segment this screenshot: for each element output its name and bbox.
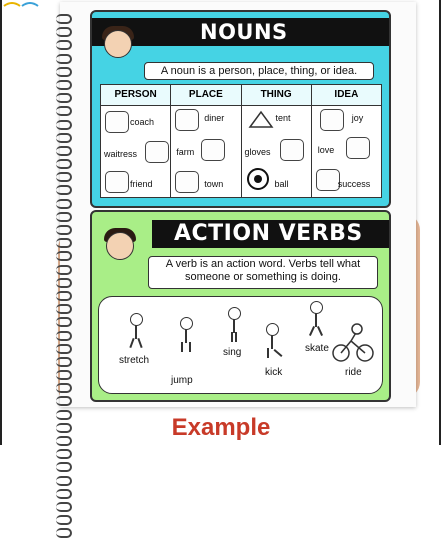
column-heading: PERSON — [101, 85, 170, 106]
nouns-title: NOUNS — [200, 20, 288, 44]
boy-mascot-icon — [102, 226, 142, 270]
verbs-title: ACTION VERBS — [174, 221, 363, 246]
verb-label: skate — [305, 343, 329, 354]
gloves-icon — [280, 139, 304, 161]
love-icon — [346, 137, 370, 159]
diner-icon — [175, 109, 199, 131]
action-verbs-anchor-chart — [90, 210, 391, 402]
tent-icon — [248, 109, 274, 129]
success-icon — [316, 169, 340, 191]
column-thing — [242, 85, 312, 197]
column-person — [101, 85, 171, 197]
town-icon — [175, 171, 199, 193]
left-border-line — [0, 0, 2, 445]
column-heading: THING — [242, 85, 311, 106]
verb-definition-line: A verb is an action word. Verbs tell what — [165, 258, 361, 270]
sing-figure-icon — [223, 307, 243, 341]
column-place — [171, 85, 241, 197]
verb-definition — [148, 256, 378, 289]
noun-item: success — [337, 179, 371, 189]
verb-examples-panel — [98, 296, 383, 394]
noun-item: friend — [130, 179, 153, 189]
jump-figure-icon — [175, 317, 195, 351]
stretch-figure-icon — [125, 313, 145, 347]
column-heading: IDEA — [312, 85, 381, 106]
farm-icon — [201, 139, 225, 161]
verb-definition-line: someone or something is doing. — [185, 271, 341, 283]
noun-item: waitress — [104, 149, 138, 159]
example-caption: Example — [171, 414, 271, 441]
verb-label: jump — [171, 375, 193, 386]
girl-mascot-icon — [100, 24, 136, 64]
column-heading: PLACE — [171, 85, 240, 106]
column-idea — [312, 85, 381, 197]
noun-item: ball — [274, 179, 289, 189]
noun-category-table — [100, 84, 382, 198]
verb-label: sing — [223, 347, 242, 358]
skate-figure-icon — [305, 301, 325, 335]
joy-icon — [320, 109, 344, 131]
noun-item: joy — [351, 113, 364, 123]
friend-icon — [105, 171, 129, 193]
kick-figure-icon — [261, 323, 281, 357]
noun-item: love — [317, 145, 335, 155]
verb-label: kick — [265, 367, 283, 378]
coach-icon — [105, 111, 129, 133]
right-border-line — [439, 0, 441, 445]
waitress-icon — [145, 141, 169, 163]
noun-item: farm — [176, 147, 195, 157]
verb-label: stretch — [119, 355, 150, 366]
soccer-ball-icon — [246, 167, 270, 191]
noun-item: diner — [204, 113, 225, 123]
noun-definition: A noun is a person, place, thing, or idea. — [144, 62, 374, 80]
noun-item: coach — [130, 117, 155, 127]
corner-decoration — [2, 0, 42, 8]
verb-label: ride — [345, 367, 362, 378]
noun-item: town — [204, 179, 224, 189]
spiral-binding — [56, 14, 78, 392]
bike-rider-icon — [331, 323, 375, 363]
nouns-anchor-chart — [90, 10, 391, 208]
noun-item: tent — [275, 113, 291, 123]
noun-item: gloves — [244, 147, 271, 157]
